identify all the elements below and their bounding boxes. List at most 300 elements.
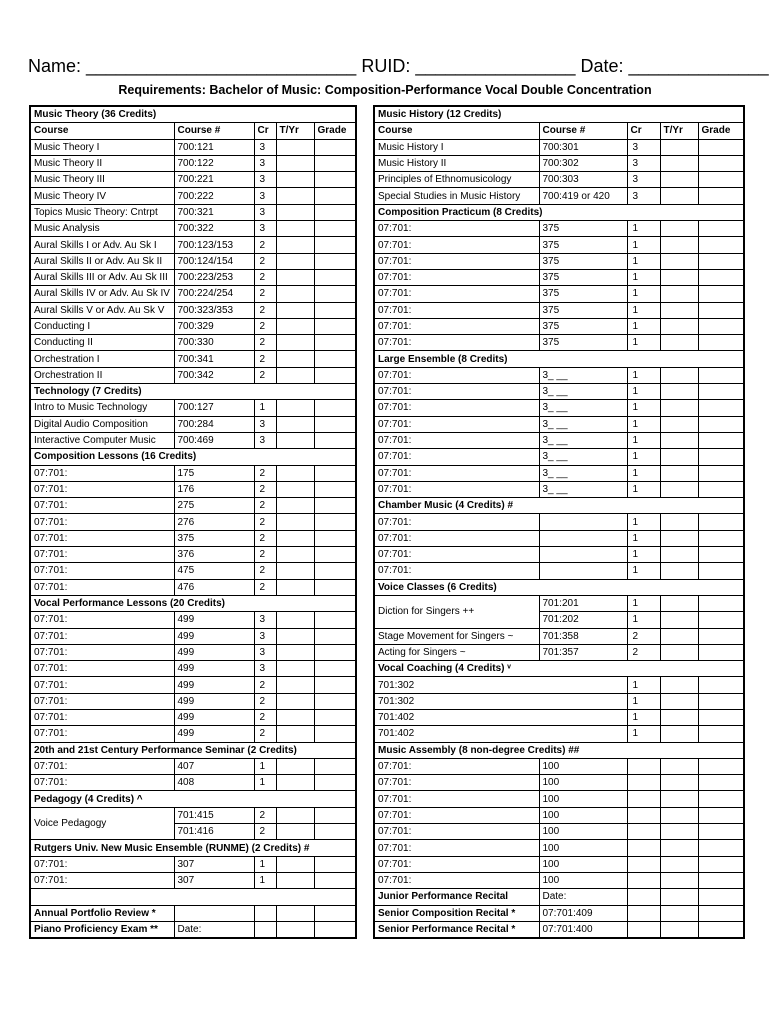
grade-cell[interactable] [698,807,744,823]
term-year-cell[interactable] [276,677,314,693]
course-name: 07:701: [374,432,539,448]
section-header-row [374,498,744,514]
term-year-cell[interactable] [276,726,314,742]
course-name: Music Analysis [30,221,174,237]
course-number: 701:402 [374,726,627,742]
credits: 1 [627,237,660,253]
term-year-cell[interactable] [660,514,698,530]
grade-cell[interactable] [314,824,356,840]
grade-cell[interactable] [698,709,744,725]
table-row [30,481,356,497]
grade-cell[interactable] [314,807,356,823]
col-course-number: Course # [174,123,254,139]
section-header-row [374,351,744,367]
term-year-cell[interactable] [660,253,698,269]
term-year-cell[interactable] [660,449,698,465]
grade-cell[interactable] [698,237,744,253]
term-year-cell[interactable] [660,726,698,742]
term-year-cell[interactable] [276,465,314,481]
grade-cell[interactable] [698,530,744,546]
grade-cell[interactable] [314,612,356,628]
term-year-cell[interactable] [660,612,698,628]
course-name: 07:701: [374,253,539,269]
grade-cell[interactable] [314,856,356,872]
grade-cell[interactable] [314,726,356,742]
grade-cell[interactable] [698,644,744,660]
course-number: 3_ __ [539,416,627,432]
grade-cell[interactable] [314,237,356,253]
grade-cell[interactable] [314,416,356,432]
term-year-cell[interactable] [660,921,698,938]
grade-cell[interactable] [698,155,744,171]
course-name: 07:701: [30,726,174,742]
grade-cell[interactable] [314,775,356,791]
term-year-cell[interactable] [276,856,314,872]
grade-cell[interactable] [314,547,356,563]
course-name: 07:701: [30,628,174,644]
course-number: 700:419 or 420 [539,188,627,204]
grade-cell[interactable] [698,335,744,351]
grade-cell[interactable] [698,889,744,905]
grade-cell[interactable] [698,514,744,530]
grade-cell[interactable] [698,269,744,285]
term-year-cell[interactable] [660,677,698,693]
term-year-cell[interactable] [276,921,314,938]
table-row [374,677,744,693]
table-row [30,237,356,253]
credits: 1 [254,775,276,791]
grade-cell[interactable] [314,530,356,546]
course-number: 375 [174,530,254,546]
grade-cell[interactable] [314,677,356,693]
term-year-cell[interactable] [660,791,698,807]
grade-cell[interactable] [698,693,744,709]
grade-cell[interactable] [314,204,356,220]
credits [627,840,660,856]
term-year-cell[interactable] [276,351,314,367]
milestone-name: Annual Portfolio Review * [30,905,174,921]
term-year-cell[interactable] [276,709,314,725]
course-number: 100 [539,856,627,872]
course-number: 375 [539,269,627,285]
grade-cell[interactable] [698,547,744,563]
header-line [28,56,769,77]
course-number: 3_ __ [539,367,627,383]
milestone-value[interactable]: Date: [539,889,627,905]
course-number: 499 [174,726,254,742]
table-row [30,318,356,334]
name-field[interactable]: Name: ___________________________ [28,56,357,76]
grade-cell[interactable] [314,693,356,709]
milestone-row [30,905,356,921]
grade-cell[interactable] [314,481,356,497]
term-year-cell[interactable] [276,237,314,253]
table-row [30,498,356,514]
course-name: 07:701: [374,269,539,285]
term-year-cell[interactable] [660,628,698,644]
grade-cell[interactable] [698,628,744,644]
table-row [30,644,356,660]
table-row [374,791,744,807]
table-row [374,367,744,383]
term-year-cell[interactable] [276,628,314,644]
term-year-cell[interactable] [276,188,314,204]
grade-cell[interactable] [698,302,744,318]
credits: 1 [627,677,660,693]
course-name: 07:701: [30,872,174,888]
grade-cell[interactable] [698,612,744,628]
grade-cell[interactable] [698,432,744,448]
course-name: Stage Movement for Singers ~ [374,628,539,644]
term-year-cell[interactable] [660,693,698,709]
credits: 3 [254,172,276,188]
term-year-cell[interactable] [660,905,698,921]
course-number: 408 [174,775,254,791]
course-name: Orchestration I [30,351,174,367]
grade-cell[interactable] [314,155,356,171]
grade-cell[interactable] [314,253,356,269]
grade-cell[interactable] [314,514,356,530]
grade-cell[interactable] [314,465,356,481]
credits: 2 [254,530,276,546]
grade-cell[interactable] [314,139,356,155]
grade-cell[interactable] [314,498,356,514]
course-name: 07:701: [374,384,539,400]
term-year-cell[interactable] [276,498,314,514]
table-row [30,579,356,595]
term-year-cell[interactable] [660,856,698,872]
term-year-cell[interactable] [276,172,314,188]
credits: 1 [627,318,660,334]
course-number: 701:302 [374,693,627,709]
term-year-cell[interactable] [660,172,698,188]
credits: 3 [254,628,276,644]
term-year-cell[interactable] [276,824,314,840]
course-number: 700:127 [174,400,254,416]
col-grade: Grade [314,123,356,139]
grade-cell[interactable] [314,286,356,302]
grade-cell[interactable] [698,905,744,921]
course-name: 07:701: [374,465,539,481]
course-number: 375 [539,221,627,237]
table-row [30,856,356,872]
term-year-cell[interactable] [276,514,314,530]
table-row [374,840,744,856]
credits [627,905,660,921]
course-name: 07:701: [374,449,539,465]
course-name: 07:701: [374,840,539,856]
term-year-cell[interactable] [660,139,698,155]
term-year-cell[interactable] [660,824,698,840]
section-title: Music Assembly (8 non-degree Credits) ## [374,742,744,758]
grade-cell[interactable] [698,775,744,791]
credits: 1 [627,481,660,497]
term-year-cell[interactable] [660,709,698,725]
grade-cell[interactable] [698,726,744,742]
term-year-cell[interactable] [660,889,698,905]
grade-cell[interactable] [314,709,356,725]
course-number: 100 [539,791,627,807]
term-year-cell[interactable] [276,905,314,921]
grade-cell[interactable] [314,921,356,938]
section-title: Technology (7 Credits) [30,384,356,400]
grade-cell[interactable] [698,677,744,693]
term-year-cell[interactable] [660,221,698,237]
credits: 1 [627,449,660,465]
milestone-value[interactable]: 07:701:409 [539,905,627,921]
credits: 3 [627,188,660,204]
grade-cell[interactable] [698,318,744,334]
grade-cell[interactable] [314,628,356,644]
grade-cell[interactable] [698,563,744,579]
credits [627,807,660,823]
term-year-cell[interactable] [660,286,698,302]
credits: 1 [254,400,276,416]
course-number [539,547,627,563]
term-year-cell[interactable] [276,661,314,677]
term-year-cell[interactable] [660,302,698,318]
term-year-cell[interactable] [660,155,698,171]
term-year-cell[interactable] [660,807,698,823]
table-row [374,139,744,155]
grade-cell[interactable] [698,791,744,807]
term-year-cell[interactable] [276,139,314,155]
credits: 2 [254,693,276,709]
section-title: 20th and 21st Century Performance Seminar (2 Credits) [30,742,356,758]
term-year-cell[interactable] [276,286,314,302]
table-row [374,775,744,791]
col-course-number: Course # [539,123,627,139]
grade-cell[interactable] [698,758,744,774]
grade-cell[interactable] [314,432,356,448]
credits: 2 [254,677,276,693]
term-year-cell[interactable] [660,237,698,253]
grade-cell[interactable] [314,905,356,921]
grade-cell[interactable] [314,221,356,237]
table-row [30,416,356,432]
grade-cell[interactable] [698,449,744,465]
grade-cell[interactable] [698,856,744,872]
milestone-value[interactable]: 07:701:400 [539,921,627,938]
term-year-cell[interactable] [660,465,698,481]
grade-cell[interactable] [314,367,356,383]
grade-cell[interactable] [314,188,356,204]
grade-cell[interactable] [698,400,744,416]
term-year-cell[interactable] [276,612,314,628]
term-year-cell[interactable] [660,400,698,416]
term-year-cell[interactable] [660,758,698,774]
table-row [374,872,744,888]
course-name: 07:701: [30,514,174,530]
term-year-cell[interactable] [276,807,314,823]
term-year-cell[interactable] [276,775,314,791]
table-row [30,286,356,302]
course-number: 701:357 [539,644,627,660]
course-number: 700:303 [539,172,627,188]
term-year-cell[interactable] [660,872,698,888]
course-number: 700:342 [174,367,254,383]
grade-cell[interactable] [314,351,356,367]
milestone-value[interactable] [174,905,254,921]
term-year-cell[interactable] [660,335,698,351]
grade-cell[interactable] [314,758,356,774]
term-year-cell[interactable] [276,432,314,448]
term-year-cell[interactable] [276,758,314,774]
course-number: 499 [174,644,254,660]
credits: 1 [627,286,660,302]
term-year-cell[interactable] [660,318,698,334]
grade-cell[interactable] [698,139,744,155]
col-grade: Grade [698,123,744,139]
course-number: 476 [174,579,254,595]
credits: 1 [254,872,276,888]
course-name: 07:701: [374,758,539,774]
course-number: 275 [174,498,254,514]
grade-cell[interactable] [314,644,356,660]
course-number: 701:402 [374,709,627,725]
table-row [30,351,356,367]
grade-cell[interactable] [698,253,744,269]
course-number: 307 [174,856,254,872]
term-year-cell[interactable] [276,367,314,383]
grade-cell[interactable] [698,367,744,383]
credits: 2 [254,351,276,367]
milestone-row [374,889,744,905]
term-year-cell[interactable] [660,416,698,432]
term-year-cell[interactable] [660,269,698,285]
grade-cell[interactable] [314,563,356,579]
term-year-cell[interactable] [660,547,698,563]
term-year-cell[interactable] [660,595,698,611]
grade-cell[interactable] [698,595,744,611]
credits: 1 [627,514,660,530]
course-number: 700:123/153 [174,237,254,253]
table-row [30,726,356,742]
table-row [30,628,356,644]
course-number: 700:122 [174,155,254,171]
grade-cell[interactable] [314,661,356,677]
course-number: 499 [174,693,254,709]
grade-cell[interactable] [698,465,744,481]
term-year-cell[interactable] [276,481,314,497]
term-year-cell[interactable] [660,432,698,448]
term-year-cell[interactable] [276,579,314,595]
section-header-row [374,661,744,677]
course-number: 100 [539,758,627,774]
section-title: Music Theory (36 Credits) [30,106,356,123]
course-name: Special Studies in Music History [374,188,539,204]
grade-cell[interactable] [314,172,356,188]
grade-cell[interactable] [698,416,744,432]
term-year-cell[interactable] [660,563,698,579]
course-name: 07:701: [30,693,174,709]
section-title: Vocal Coaching (4 Credits) ᵛ [374,661,744,677]
term-year-cell[interactable] [276,563,314,579]
term-year-cell[interactable] [276,400,314,416]
grade-cell[interactable] [698,188,744,204]
term-year-cell[interactable] [276,204,314,220]
term-year-cell[interactable] [276,318,314,334]
grade-cell[interactable] [698,481,744,497]
course-name: Orchestration II [30,367,174,383]
table-row [30,807,356,823]
grade-cell[interactable] [698,384,744,400]
section-header-row [30,742,356,758]
credits: 1 [627,221,660,237]
milestone-value[interactable]: Date: [174,921,254,938]
course-number: 3_ __ [539,481,627,497]
course-name: 07:701: [30,709,174,725]
term-year-cell[interactable] [276,872,314,888]
term-year-cell[interactable] [276,155,314,171]
grade-cell[interactable] [314,335,356,351]
table-row [374,286,744,302]
term-year-cell[interactable] [276,547,314,563]
term-year-cell[interactable] [276,221,314,237]
credits: 2 [254,579,276,595]
credits: 1 [254,758,276,774]
term-year-cell[interactable] [660,840,698,856]
course-name: 07:701: [374,872,539,888]
grade-cell[interactable] [698,286,744,302]
table-row [30,612,356,628]
term-year-cell[interactable] [276,416,314,432]
course-name: 07:701: [30,481,174,497]
grade-cell[interactable] [314,579,356,595]
grade-cell[interactable] [314,269,356,285]
term-year-cell[interactable] [276,693,314,709]
ruid-field[interactable]: RUID: ________________ [361,56,576,76]
course-number: 700:302 [539,155,627,171]
credits [627,775,660,791]
grade-cell[interactable] [698,172,744,188]
term-year-cell[interactable] [660,775,698,791]
term-year-cell[interactable] [660,481,698,497]
credits [627,758,660,774]
term-year-cell[interactable] [276,302,314,318]
term-year-cell[interactable] [276,530,314,546]
grade-cell[interactable] [698,872,744,888]
table-row [374,335,744,351]
course-name: 07:701: [30,498,174,514]
term-year-cell[interactable] [276,335,314,351]
term-year-cell[interactable] [660,530,698,546]
term-year-cell[interactable] [276,644,314,660]
course-number: 100 [539,872,627,888]
term-year-cell[interactable] [660,384,698,400]
course-number: 3_ __ [539,400,627,416]
table-row [30,269,356,285]
grade-cell[interactable] [314,318,356,334]
grade-cell[interactable] [314,400,356,416]
term-year-cell[interactable] [660,188,698,204]
term-year-cell[interactable] [276,269,314,285]
table-row [30,661,356,677]
term-year-cell[interactable] [660,367,698,383]
term-year-cell[interactable] [660,644,698,660]
term-year-cell[interactable] [276,253,314,269]
course-number: 700:301 [539,139,627,155]
course-number: 700:284 [174,416,254,432]
course-number: 100 [539,824,627,840]
grade-cell[interactable] [314,302,356,318]
date-field[interactable]: Date: ______________ [580,56,769,76]
grade-cell[interactable] [698,221,744,237]
grade-cell[interactable] [698,840,744,856]
grade-cell[interactable] [698,824,744,840]
grade-cell[interactable] [314,872,356,888]
grade-cell[interactable] [698,921,744,938]
